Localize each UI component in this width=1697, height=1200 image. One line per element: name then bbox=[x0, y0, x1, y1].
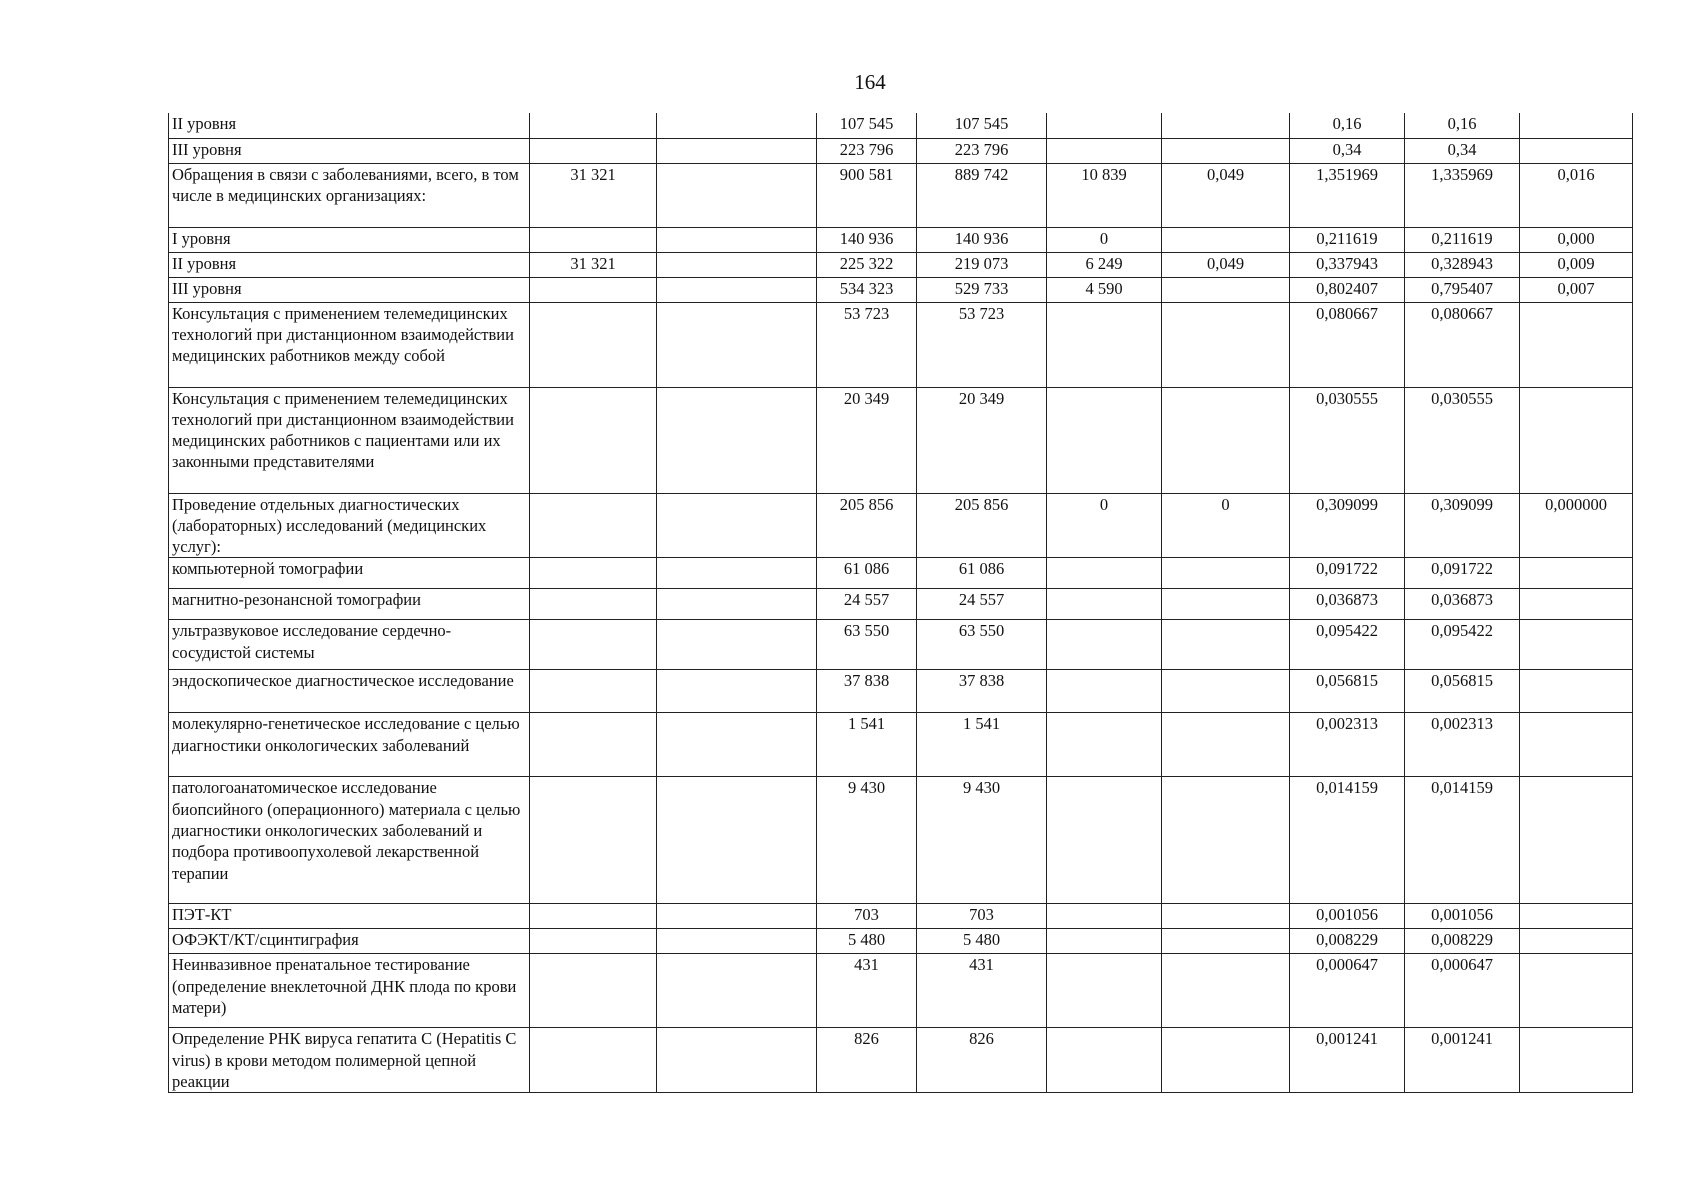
cell-c1 bbox=[530, 929, 657, 954]
cell-c4: 61 086 bbox=[917, 558, 1047, 589]
cell-c1 bbox=[530, 713, 657, 777]
cell-c4: 889 742 bbox=[917, 163, 1047, 227]
cell-c2 bbox=[657, 558, 817, 589]
cell-c1 bbox=[530, 777, 657, 904]
cell-c9 bbox=[1520, 713, 1633, 777]
table-row bbox=[169, 387, 1633, 493]
cell-c7: 0,056815 bbox=[1290, 670, 1405, 713]
cell-c6 bbox=[1162, 954, 1290, 1028]
cell-c9 bbox=[1520, 954, 1633, 1028]
cell-c7: 0,337943 bbox=[1290, 252, 1405, 277]
cell-c3: 900 581 bbox=[817, 163, 917, 227]
cell-c3: 61 086 bbox=[817, 558, 917, 589]
cell-c3: 53 723 bbox=[817, 302, 917, 387]
table-row bbox=[169, 904, 1633, 929]
cell-c5: 0 bbox=[1047, 227, 1162, 252]
cell-c8: 0,030555 bbox=[1405, 387, 1520, 493]
cell-c6 bbox=[1162, 929, 1290, 954]
cell-c4: 5 480 bbox=[917, 929, 1047, 954]
cell-c5: 6 249 bbox=[1047, 252, 1162, 277]
cell-c5 bbox=[1047, 113, 1162, 138]
cell-c5 bbox=[1047, 670, 1162, 713]
cell-c9 bbox=[1520, 620, 1633, 670]
cell-c3: 140 936 bbox=[817, 227, 917, 252]
cell-c7: 0,008229 bbox=[1290, 929, 1405, 954]
cell-c9: 0,016 bbox=[1520, 163, 1633, 227]
cell-c7: 0,001056 bbox=[1290, 904, 1405, 929]
cell-c7: 0,309099 bbox=[1290, 493, 1405, 558]
cell-c4: 1 541 bbox=[917, 713, 1047, 777]
cell-c6 bbox=[1162, 558, 1290, 589]
table-row bbox=[169, 1028, 1633, 1093]
cell-c2 bbox=[657, 138, 817, 163]
cell-c5: 4 590 bbox=[1047, 277, 1162, 302]
cell-c8: 1,335969 bbox=[1405, 163, 1520, 227]
cell-c8: 0,056815 bbox=[1405, 670, 1520, 713]
cell-c8: 0,014159 bbox=[1405, 777, 1520, 904]
cell-c1 bbox=[530, 589, 657, 620]
cell-c9 bbox=[1520, 929, 1633, 954]
cell-c2 bbox=[657, 302, 817, 387]
cell-c4: 9 430 bbox=[917, 777, 1047, 904]
cell-c1 bbox=[530, 277, 657, 302]
cell-c6 bbox=[1162, 113, 1290, 138]
cell-c3: 24 557 bbox=[817, 589, 917, 620]
cell-c8: 0,000647 bbox=[1405, 954, 1520, 1028]
cell-c5 bbox=[1047, 558, 1162, 589]
cell-c7: 0,16 bbox=[1290, 113, 1405, 138]
cell-c8: 0,008229 bbox=[1405, 929, 1520, 954]
cell-c9 bbox=[1520, 558, 1633, 589]
table-row bbox=[169, 138, 1633, 163]
cell-c4: 53 723 bbox=[917, 302, 1047, 387]
cell-c2 bbox=[657, 252, 817, 277]
row-label: ОФЭКТ/КТ/сцинтиграфия bbox=[169, 929, 530, 954]
cell-c1 bbox=[530, 493, 657, 558]
table-row bbox=[169, 929, 1633, 954]
cell-c8: 0,211619 bbox=[1405, 227, 1520, 252]
cell-c6 bbox=[1162, 620, 1290, 670]
cell-c7: 0,002313 bbox=[1290, 713, 1405, 777]
cell-c6 bbox=[1162, 589, 1290, 620]
cell-c6 bbox=[1162, 387, 1290, 493]
cell-c9: 0,000000 bbox=[1520, 493, 1633, 558]
cell-c7: 0,095422 bbox=[1290, 620, 1405, 670]
cell-c2 bbox=[657, 589, 817, 620]
cell-c3: 5 480 bbox=[817, 929, 917, 954]
cell-c4: 529 733 bbox=[917, 277, 1047, 302]
table-row bbox=[169, 163, 1633, 227]
cell-c2 bbox=[657, 713, 817, 777]
cell-c5: 10 839 bbox=[1047, 163, 1162, 227]
cell-c1 bbox=[530, 113, 657, 138]
cell-c4: 826 bbox=[917, 1028, 1047, 1093]
cell-c8: 0,080667 bbox=[1405, 302, 1520, 387]
cell-c9 bbox=[1520, 138, 1633, 163]
row-label: Консультация с применением телемедицинских технологий при дистанционном взаимодействии медицинских работников с пациентами или их законными представителями bbox=[169, 387, 530, 493]
table-row bbox=[169, 277, 1633, 302]
cell-c2 bbox=[657, 227, 817, 252]
row-label: III уровня bbox=[169, 138, 530, 163]
cell-c5 bbox=[1047, 929, 1162, 954]
cell-c4: 223 796 bbox=[917, 138, 1047, 163]
cell-c6: 0 bbox=[1162, 493, 1290, 558]
cell-c5 bbox=[1047, 302, 1162, 387]
cell-c9 bbox=[1520, 1028, 1633, 1093]
cell-c6 bbox=[1162, 777, 1290, 904]
cell-c9 bbox=[1520, 387, 1633, 493]
cell-c4: 24 557 bbox=[917, 589, 1047, 620]
cell-c2 bbox=[657, 620, 817, 670]
cell-c1 bbox=[530, 904, 657, 929]
cell-c2 bbox=[657, 1028, 817, 1093]
cell-c1 bbox=[530, 227, 657, 252]
table-row bbox=[169, 670, 1633, 713]
table-row bbox=[169, 252, 1633, 277]
row-label: ПЭТ-КТ bbox=[169, 904, 530, 929]
row-label: Проведение отдельных диагностических (лабораторных) исследований (медицинских услуг): bbox=[169, 493, 530, 558]
cell-c2 bbox=[657, 493, 817, 558]
cell-c1 bbox=[530, 558, 657, 589]
cell-c7: 0,000647 bbox=[1290, 954, 1405, 1028]
cell-c5 bbox=[1047, 620, 1162, 670]
cell-c8: 0,091722 bbox=[1405, 558, 1520, 589]
cell-c2 bbox=[657, 277, 817, 302]
cell-c3: 223 796 bbox=[817, 138, 917, 163]
row-label: III уровня bbox=[169, 277, 530, 302]
cell-c3: 20 349 bbox=[817, 387, 917, 493]
cell-c5 bbox=[1047, 387, 1162, 493]
table-row bbox=[169, 493, 1633, 558]
cell-c8: 0,002313 bbox=[1405, 713, 1520, 777]
cell-c2 bbox=[657, 387, 817, 493]
cell-c5 bbox=[1047, 138, 1162, 163]
cell-c3: 431 bbox=[817, 954, 917, 1028]
cell-c9 bbox=[1520, 777, 1633, 904]
row-label: компьютерной томографии bbox=[169, 558, 530, 589]
cell-c2 bbox=[657, 670, 817, 713]
cell-c3: 205 856 bbox=[817, 493, 917, 558]
cell-c5 bbox=[1047, 713, 1162, 777]
cell-c3: 63 550 bbox=[817, 620, 917, 670]
cell-c9 bbox=[1520, 904, 1633, 929]
table-row bbox=[169, 954, 1633, 1028]
cell-c9 bbox=[1520, 670, 1633, 713]
cell-c7: 0,802407 bbox=[1290, 277, 1405, 302]
cell-c6 bbox=[1162, 670, 1290, 713]
cell-c9 bbox=[1520, 113, 1633, 138]
row-label: магнитно-резонансной томографии bbox=[169, 589, 530, 620]
cell-c7: 0,036873 bbox=[1290, 589, 1405, 620]
cell-c4: 703 bbox=[917, 904, 1047, 929]
cell-c1 bbox=[530, 302, 657, 387]
cell-c5 bbox=[1047, 589, 1162, 620]
cell-c1 bbox=[530, 1028, 657, 1093]
cell-c2 bbox=[657, 163, 817, 227]
cell-c5 bbox=[1047, 777, 1162, 904]
cell-c4: 107 545 bbox=[917, 113, 1047, 138]
table-row bbox=[169, 113, 1633, 138]
cell-c4: 63 550 bbox=[917, 620, 1047, 670]
table-row bbox=[169, 620, 1633, 670]
row-label: ультразвуковое исследование сердечно-сосудистой системы bbox=[169, 620, 530, 670]
cell-c7: 0,001241 bbox=[1290, 1028, 1405, 1093]
cell-c6 bbox=[1162, 302, 1290, 387]
cell-c6 bbox=[1162, 227, 1290, 252]
cell-c2 bbox=[657, 904, 817, 929]
cell-c1: 31 321 bbox=[530, 252, 657, 277]
table-row bbox=[169, 227, 1633, 252]
cell-c7: 0,211619 bbox=[1290, 227, 1405, 252]
cell-c6 bbox=[1162, 713, 1290, 777]
row-label: II уровня bbox=[169, 113, 530, 138]
cell-c4: 37 838 bbox=[917, 670, 1047, 713]
cell-c6: 0,049 bbox=[1162, 252, 1290, 277]
table-row bbox=[169, 302, 1633, 387]
cell-c6 bbox=[1162, 277, 1290, 302]
cell-c8: 0,16 bbox=[1405, 113, 1520, 138]
row-label: молекулярно-генетическое исследование с целью диагностики онкологических заболеваний bbox=[169, 713, 530, 777]
cell-c7: 0,080667 bbox=[1290, 302, 1405, 387]
cell-c2 bbox=[657, 929, 817, 954]
table-row bbox=[169, 777, 1633, 904]
page-number: 164 bbox=[854, 70, 886, 94]
cell-c2 bbox=[657, 113, 817, 138]
cell-c1 bbox=[530, 620, 657, 670]
row-label: Неинвазивное пренатальное тестирование (определение внеклеточной ДНК плода по крови матери) bbox=[169, 954, 530, 1028]
row-label: Определение РНК вируса гепатита С (Hepatitis C virus) в крови методом полимерной цепной реакции bbox=[169, 1028, 530, 1093]
cell-c4: 219 073 bbox=[917, 252, 1047, 277]
cell-c8: 0,309099 bbox=[1405, 493, 1520, 558]
cell-c7: 0,014159 bbox=[1290, 777, 1405, 904]
cell-c3: 703 bbox=[817, 904, 917, 929]
cell-c5 bbox=[1047, 904, 1162, 929]
cell-c1 bbox=[530, 670, 657, 713]
cell-c9: 0,009 bbox=[1520, 252, 1633, 277]
cell-c6 bbox=[1162, 904, 1290, 929]
cell-c4: 20 349 bbox=[917, 387, 1047, 493]
cell-c3: 9 430 bbox=[817, 777, 917, 904]
cell-c1 bbox=[530, 138, 657, 163]
data-table bbox=[168, 113, 1633, 1093]
cell-c7: 0,34 bbox=[1290, 138, 1405, 163]
row-label: патологоанатомическое исследование биопсийного (операционного) материала с целью диагностики онкологических заболеваний и подбора противоопухолевой лекарственной терапии bbox=[169, 777, 530, 904]
cell-c3: 225 322 bbox=[817, 252, 917, 277]
cell-c8: 0,34 bbox=[1405, 138, 1520, 163]
cell-c3: 107 545 bbox=[817, 113, 917, 138]
cell-c5 bbox=[1047, 954, 1162, 1028]
cell-c1 bbox=[530, 954, 657, 1028]
table-row bbox=[169, 589, 1633, 620]
cell-c4: 205 856 bbox=[917, 493, 1047, 558]
cell-c7: 1,351969 bbox=[1290, 163, 1405, 227]
cell-c8: 0,001056 bbox=[1405, 904, 1520, 929]
cell-c3: 1 541 bbox=[817, 713, 917, 777]
cell-c7: 0,091722 bbox=[1290, 558, 1405, 589]
cell-c8: 0,795407 bbox=[1405, 277, 1520, 302]
cell-c4: 431 bbox=[917, 954, 1047, 1028]
table-row bbox=[169, 558, 1633, 589]
cell-c8: 0,036873 bbox=[1405, 589, 1520, 620]
cell-c7: 0,030555 bbox=[1290, 387, 1405, 493]
cell-c8: 0,095422 bbox=[1405, 620, 1520, 670]
cell-c9: 0,000 bbox=[1520, 227, 1633, 252]
row-label: I уровня bbox=[169, 227, 530, 252]
cell-c9 bbox=[1520, 589, 1633, 620]
cell-c6: 0,049 bbox=[1162, 163, 1290, 227]
row-label: II уровня bbox=[169, 252, 530, 277]
cell-c3: 534 323 bbox=[817, 277, 917, 302]
cell-c1: 31 321 bbox=[530, 163, 657, 227]
cell-c1 bbox=[530, 387, 657, 493]
cell-c9 bbox=[1520, 302, 1633, 387]
cell-c2 bbox=[657, 954, 817, 1028]
cell-c8: 0,001241 bbox=[1405, 1028, 1520, 1093]
cell-c3: 37 838 bbox=[817, 670, 917, 713]
cell-c5: 0 bbox=[1047, 493, 1162, 558]
cell-c6 bbox=[1162, 138, 1290, 163]
cell-c2 bbox=[657, 777, 817, 904]
row-label: Консультация с применением телемедицинских технологий при дистанционном взаимодействии медицинских работников между собой bbox=[169, 302, 530, 387]
row-label: Обращения в связи с заболеваниями, всего, в том числе в медицинских организациях: bbox=[169, 163, 530, 227]
cell-c9: 0,007 bbox=[1520, 277, 1633, 302]
cell-c8: 0,328943 bbox=[1405, 252, 1520, 277]
table-row bbox=[169, 713, 1633, 777]
cell-c4: 140 936 bbox=[917, 227, 1047, 252]
cell-c6 bbox=[1162, 1028, 1290, 1093]
cell-c3: 826 bbox=[817, 1028, 917, 1093]
row-label: эндоскопическое диагностическое исследование bbox=[169, 670, 530, 713]
cell-c5 bbox=[1047, 1028, 1162, 1093]
